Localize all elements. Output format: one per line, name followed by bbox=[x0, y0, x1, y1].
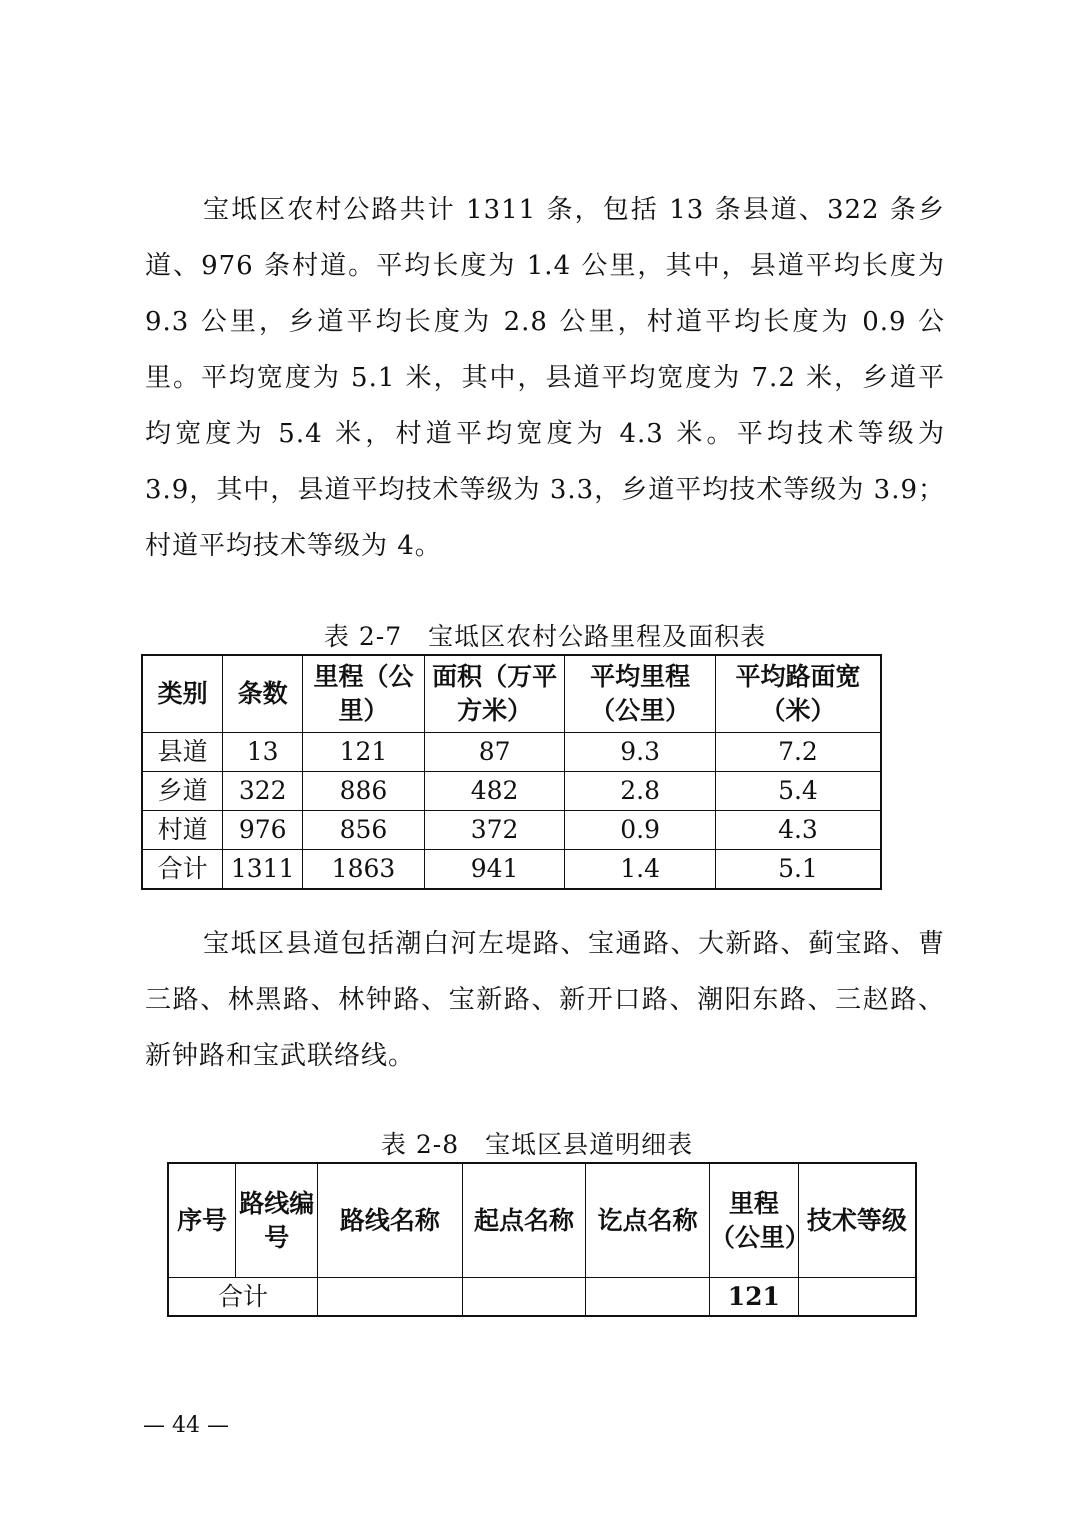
table-2-7-caption: 表 2-7 宝坻区农村公路里程及面积表 bbox=[323, 622, 767, 651]
header-count: 条数 bbox=[223, 655, 303, 733]
table-cell: 1.4 bbox=[565, 850, 716, 890]
table-cell: 乡道 bbox=[142, 772, 223, 811]
table-cell: 1863 bbox=[303, 850, 425, 890]
table-row bbox=[142, 733, 881, 772]
header-category: 类别 bbox=[142, 655, 223, 733]
table-cell: 976 bbox=[223, 811, 303, 850]
header-index: 序号 bbox=[168, 1163, 236, 1278]
table-row bbox=[142, 811, 881, 850]
table-cell: 合计 bbox=[142, 850, 223, 890]
table-row bbox=[142, 772, 881, 811]
table-cell bbox=[318, 1278, 463, 1317]
table-cell: 4.3 bbox=[715, 811, 881, 850]
table-header-row bbox=[142, 655, 881, 733]
table-cell: 7.2 bbox=[715, 733, 881, 772]
county-roads-paragraph: 宝坻区县道包括潮白河左堤路、宝通路、大新路、蓟宝路、曹三路、林黑路、林钟路、宝新路、新开口路、潮阳东路、三赵路、新钟路和宝武联络线。 bbox=[145, 929, 945, 1071]
table-cell: 5.4 bbox=[715, 772, 881, 811]
header-mileage: 里程（公里） bbox=[709, 1163, 798, 1278]
table-cell: 121 bbox=[303, 733, 425, 772]
table-cell: 1311 bbox=[223, 850, 303, 890]
table-cell bbox=[462, 1278, 586, 1317]
table-cell bbox=[586, 1278, 710, 1317]
header-start-point: 起点名称 bbox=[462, 1163, 586, 1278]
header-route-name: 路线名称 bbox=[318, 1163, 463, 1278]
total-label: 合计 bbox=[168, 1278, 318, 1317]
table-total-row bbox=[168, 1278, 916, 1317]
table-cell: 856 bbox=[303, 811, 425, 850]
table-cell: 13 bbox=[223, 733, 303, 772]
table-cell bbox=[798, 1278, 916, 1317]
table-cell: 村道 bbox=[142, 811, 223, 850]
header-route-code: 路线编号 bbox=[236, 1163, 318, 1278]
table-cell: 9.3 bbox=[565, 733, 716, 772]
header-avg-mileage: 平均里程（公里） bbox=[565, 655, 716, 733]
table-cell: 322 bbox=[223, 772, 303, 811]
table-cell: 县道 bbox=[142, 733, 223, 772]
county-road-detail-table bbox=[167, 1162, 917, 1317]
table-cell: 2.8 bbox=[565, 772, 716, 811]
header-mileage: 里程（公里） bbox=[303, 655, 425, 733]
table-cell: 941 bbox=[424, 850, 565, 890]
table-total-row bbox=[142, 850, 881, 890]
rural-road-mileage-table bbox=[141, 654, 882, 890]
page-number: — 44 — bbox=[143, 1413, 229, 1438]
header-area: 面积（万平方米） bbox=[424, 655, 565, 733]
table-cell: 886 bbox=[303, 772, 425, 811]
table-cell: 5.1 bbox=[715, 850, 881, 890]
table-cell: 87 bbox=[424, 733, 565, 772]
table-2-8-caption: 表 2-8 宝坻区县道明细表 bbox=[380, 1130, 694, 1159]
table-header-row bbox=[168, 1163, 916, 1278]
header-tech-grade: 技术等级 bbox=[798, 1163, 916, 1278]
table-cell: 0.9 bbox=[565, 811, 716, 850]
table-cell: 482 bbox=[424, 772, 565, 811]
total-mileage: 121 bbox=[709, 1278, 798, 1317]
header-end-point: 讫点名称 bbox=[586, 1163, 710, 1278]
table-cell: 372 bbox=[424, 811, 565, 850]
intro-paragraph: 宝坻区农村公路共计 1311 条，包括 13 条县道、322 条乡道、976 条村道。平均长度为 1.4 公里，其中，县道平均长度为 9.3 公里，乡道平均长度为 2.8 公里，村道平均长度为 0.9 公里。平均宽度为 5.1 米，其中，县道平均宽度为 7.2 米，乡道平均宽度为 5.4 米，村道平均宽度为 4.3 米。平均技术等级为 3.9，其中，县道平均技术等级为 3.3，乡道平均技术等级为 3.9；村道平均技术等级为 4。 bbox=[145, 195, 945, 561]
header-avg-width: 平均路面宽（米） bbox=[715, 655, 881, 733]
